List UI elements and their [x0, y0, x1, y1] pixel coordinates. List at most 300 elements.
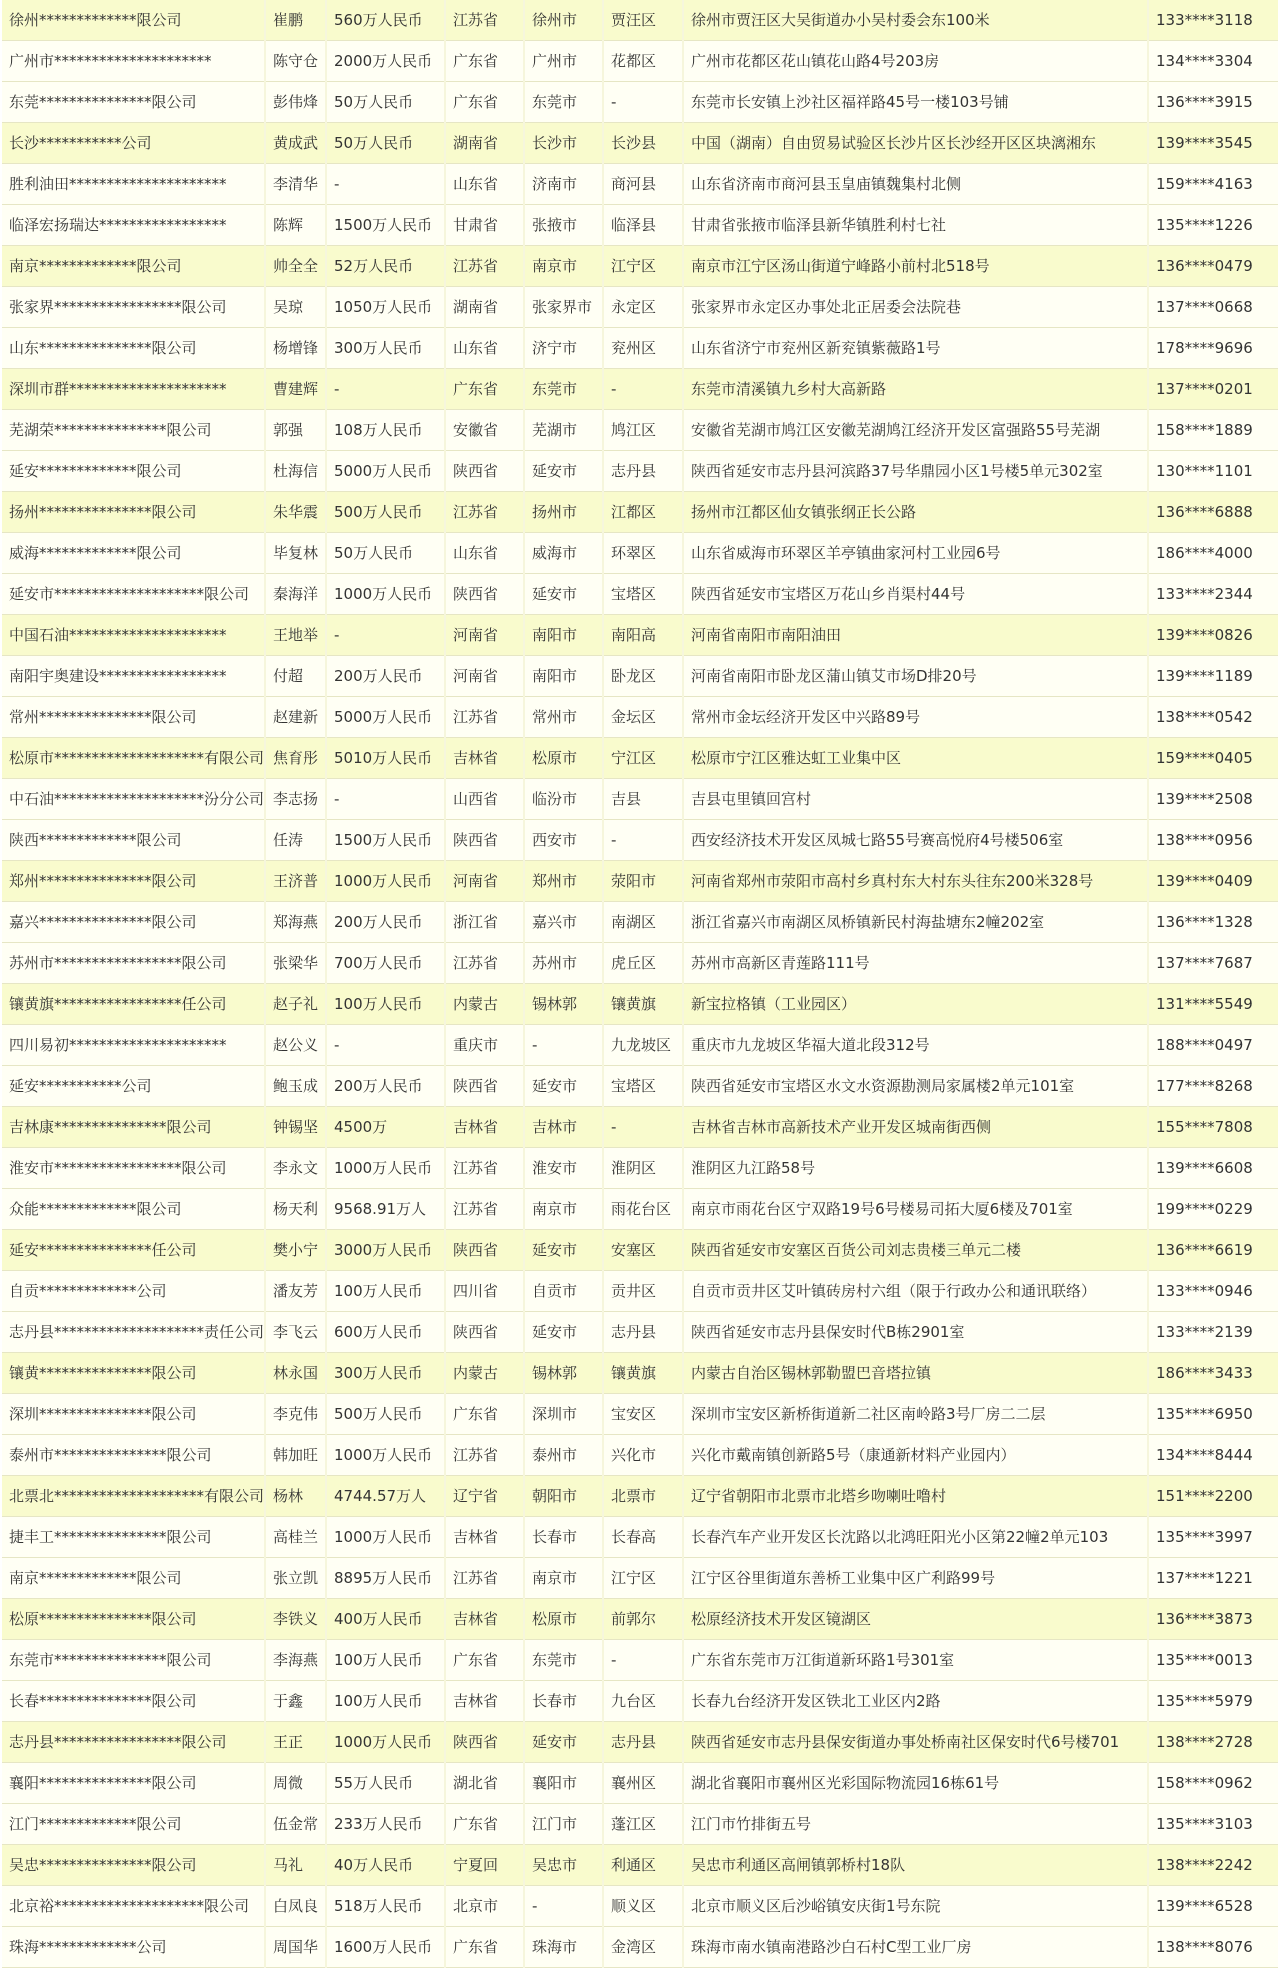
- district-cell: 永定区: [603, 287, 683, 328]
- table-row: [2, 861, 1278, 902]
- province-cell: 江苏省: [445, 697, 524, 738]
- phone-cell: 136****6619: [1148, 1230, 1278, 1271]
- registered-capital-cell: 200万人民币: [326, 656, 445, 697]
- legal-person-cell: 任涛: [265, 820, 326, 861]
- registered-capital-cell: -: [326, 369, 445, 410]
- company-name-cell: 襄阳***************限公司: [2, 1763, 265, 1804]
- company-name-cell: 松原***************限公司: [2, 1599, 265, 1640]
- legal-person-cell: 李克伟: [265, 1394, 326, 1435]
- province-cell: 甘肃省: [445, 205, 524, 246]
- province-cell: 广东省: [445, 1394, 524, 1435]
- table-row: [2, 1107, 1278, 1148]
- company-name-cell: 威海*************限公司: [2, 533, 265, 574]
- address-cell: 新宝拉格镇（工业园区）: [683, 984, 1148, 1025]
- legal-person-cell: 李海燕: [265, 1640, 326, 1681]
- address-cell: 吴忠市利通区高闸镇郭桥村18队: [683, 1845, 1148, 1886]
- table-row: [2, 410, 1278, 451]
- registered-capital-cell: 4744.57万人: [326, 1476, 445, 1517]
- table-row: [2, 1763, 1278, 1804]
- legal-person-cell: 赵建新: [265, 697, 326, 738]
- company-name-cell: 长沙***********公司: [2, 123, 265, 164]
- table-row: [2, 1394, 1278, 1435]
- table-row: [2, 1599, 1278, 1640]
- province-cell: 山东省: [445, 533, 524, 574]
- province-cell: 内蒙古: [445, 984, 524, 1025]
- legal-person-cell: 张梁华: [265, 943, 326, 984]
- company-name-cell: 镶黄***************限公司: [2, 1353, 265, 1394]
- province-cell: 浙江省: [445, 902, 524, 943]
- city-cell: 苏州市: [524, 943, 603, 984]
- company-name-cell: 志丹县********************责任公司: [2, 1312, 265, 1353]
- registered-capital-cell: 500万人民币: [326, 492, 445, 533]
- legal-person-cell: 郭强: [265, 410, 326, 451]
- city-cell: 济南市: [524, 164, 603, 205]
- company-name-cell: 延安***********公司: [2, 1066, 265, 1107]
- table-row: [2, 1640, 1278, 1681]
- company-name-cell: 自贡*************公司: [2, 1271, 265, 1312]
- company-name-cell: 临泽宏扬瑞达*****************: [2, 205, 265, 246]
- province-cell: 吉林省: [445, 1107, 524, 1148]
- table-row: [2, 656, 1278, 697]
- table-row: [2, 41, 1278, 82]
- phone-cell: 158****1889: [1148, 410, 1278, 451]
- province-cell: 江苏省: [445, 1148, 524, 1189]
- address-cell: 深圳市宝安区新桥街道新二社区南岭路3号厂房二二层: [683, 1394, 1148, 1435]
- city-cell: 锡林郭: [524, 1353, 603, 1394]
- phone-cell: 138****2728: [1148, 1722, 1278, 1763]
- legal-person-cell: 张立凯: [265, 1558, 326, 1599]
- address-cell: 陕西省延安市志丹县保安街道办事处桥南社区保安时代6号楼701: [683, 1722, 1148, 1763]
- legal-person-cell: 吴琼: [265, 287, 326, 328]
- legal-person-cell: 杨林: [265, 1476, 326, 1517]
- phone-cell: 159****0405: [1148, 738, 1278, 779]
- province-cell: 山东省: [445, 328, 524, 369]
- phone-cell: 137****0201: [1148, 369, 1278, 410]
- company-name-cell: 张家界*****************限公司: [2, 287, 265, 328]
- address-cell: 中国（湖南）自由贸易试验区长沙片区长沙经开区区块漓湘东: [683, 123, 1148, 164]
- phone-cell: 188****0497: [1148, 1025, 1278, 1066]
- city-cell: 延安市: [524, 451, 603, 492]
- registered-capital-cell: 50万人民币: [326, 82, 445, 123]
- table-row: [2, 1230, 1278, 1271]
- address-cell: 松原经济技术开发区镜湖区: [683, 1599, 1148, 1640]
- legal-person-cell: 潘友芳: [265, 1271, 326, 1312]
- district-cell: 荥阳市: [603, 861, 683, 902]
- province-cell: 陕西省: [445, 1230, 524, 1271]
- company-name-cell: 芜湖荣***************限公司: [2, 410, 265, 451]
- address-cell: 辽宁省朝阳市北票市北塔乡吻喇吐噜村: [683, 1476, 1148, 1517]
- city-cell: 南京市: [524, 246, 603, 287]
- district-cell: 前郭尔: [603, 1599, 683, 1640]
- address-cell: 江门市竹排街五号: [683, 1804, 1148, 1845]
- district-cell: 贡井区: [603, 1271, 683, 1312]
- city-cell: 延安市: [524, 574, 603, 615]
- city-cell: 松原市: [524, 738, 603, 779]
- registered-capital-cell: 1000万人民币: [326, 574, 445, 615]
- company-name-cell: 深圳***************限公司: [2, 1394, 265, 1435]
- legal-person-cell: 鲍玉成: [265, 1066, 326, 1107]
- company-name-cell: 镶黄旗*****************任公司: [2, 984, 265, 1025]
- company-name-cell: 吉林康***************限公司: [2, 1107, 265, 1148]
- registered-capital-cell: 1600万人民币: [326, 1927, 445, 1968]
- province-cell: 北京市: [445, 1886, 524, 1927]
- city-cell: -: [524, 1886, 603, 1927]
- address-cell: 吉林省吉林市高新技术产业开发区城南街西侧: [683, 1107, 1148, 1148]
- province-cell: 湖南省: [445, 287, 524, 328]
- district-cell: 九台区: [603, 1681, 683, 1722]
- city-cell: 南阳市: [524, 656, 603, 697]
- phone-cell: 155****7808: [1148, 1107, 1278, 1148]
- table-row: [2, 1681, 1278, 1722]
- address-cell: 陕西省延安市志丹县保安时代B栋2901室: [683, 1312, 1148, 1353]
- province-cell: 宁夏回: [445, 1845, 524, 1886]
- city-cell: 江门市: [524, 1804, 603, 1845]
- company-name-cell: 南京*************限公司: [2, 246, 265, 287]
- company-name-cell: 泰州市***************限公司: [2, 1435, 265, 1476]
- table-row: [2, 0, 1278, 41]
- district-cell: 吉县: [603, 779, 683, 820]
- company-name-cell: 延安***************任公司: [2, 1230, 265, 1271]
- province-cell: 河南省: [445, 861, 524, 902]
- province-cell: 江苏省: [445, 492, 524, 533]
- city-cell: 西安市: [524, 820, 603, 861]
- district-cell: -: [603, 369, 683, 410]
- legal-person-cell: 于鑫: [265, 1681, 326, 1722]
- registered-capital-cell: 108万人民币: [326, 410, 445, 451]
- phone-cell: 136****3915: [1148, 82, 1278, 123]
- province-cell: 吉林省: [445, 738, 524, 779]
- district-cell: 南湖区: [603, 902, 683, 943]
- phone-cell: 136****3873: [1148, 1599, 1278, 1640]
- company-name-cell: 众能*************限公司: [2, 1189, 265, 1230]
- company-name-cell: 南京*************限公司: [2, 1558, 265, 1599]
- district-cell: 虎丘区: [603, 943, 683, 984]
- table-row: [2, 164, 1278, 205]
- address-cell: 河南省郑州市荥阳市高村乡真村东大村东头往东200米328号: [683, 861, 1148, 902]
- registered-capital-cell: 100万人民币: [326, 1271, 445, 1312]
- province-cell: 广东省: [445, 1640, 524, 1681]
- phone-cell: 139****0826: [1148, 615, 1278, 656]
- city-cell: 淮安市: [524, 1148, 603, 1189]
- district-cell: 南阳高: [603, 615, 683, 656]
- phone-cell: 137****7687: [1148, 943, 1278, 984]
- address-cell: 徐州市贾汪区大吴街道办小吴村委会东100米: [683, 0, 1148, 41]
- registered-capital-cell: 233万人民币: [326, 1804, 445, 1845]
- district-cell: 安塞区: [603, 1230, 683, 1271]
- city-cell: 自贡市: [524, 1271, 603, 1312]
- district-cell: 九龙坡区: [603, 1025, 683, 1066]
- province-cell: 湖北省: [445, 1763, 524, 1804]
- company-name-cell: 常州***************限公司: [2, 697, 265, 738]
- district-cell: -: [603, 820, 683, 861]
- company-name-cell: 长春***************限公司: [2, 1681, 265, 1722]
- district-cell: 淮阴区: [603, 1148, 683, 1189]
- province-cell: 陕西省: [445, 820, 524, 861]
- phone-cell: 139****1189: [1148, 656, 1278, 697]
- address-cell: 西安经济技术开发区凤城七路55号赛高悦府4号楼506室: [683, 820, 1148, 861]
- phone-cell: 133****0946: [1148, 1271, 1278, 1312]
- city-cell: 张掖市: [524, 205, 603, 246]
- registered-capital-cell: 100万人民币: [326, 984, 445, 1025]
- address-cell: 长春汽车产业开发区长沈路以北鸿旺阳光小区第22幢2单元103: [683, 1517, 1148, 1558]
- district-cell: 卧龙区: [603, 656, 683, 697]
- company-name-cell: 淮安市*****************限公司: [2, 1148, 265, 1189]
- district-cell: 蓬江区: [603, 1804, 683, 1845]
- province-cell: 广东省: [445, 41, 524, 82]
- province-cell: 四川省: [445, 1271, 524, 1312]
- phone-cell: 151****2200: [1148, 1476, 1278, 1517]
- province-cell: 吉林省: [445, 1599, 524, 1640]
- table-row: [2, 615, 1278, 656]
- legal-person-cell: 王地举: [265, 615, 326, 656]
- phone-cell: 135****3997: [1148, 1517, 1278, 1558]
- city-cell: 威海市: [524, 533, 603, 574]
- registered-capital-cell: 52万人民币: [326, 246, 445, 287]
- table-row: [2, 123, 1278, 164]
- registered-capital-cell: -: [326, 615, 445, 656]
- city-cell: 锡林郭: [524, 984, 603, 1025]
- province-cell: 辽宁省: [445, 1476, 524, 1517]
- phone-cell: 135****6950: [1148, 1394, 1278, 1435]
- phone-cell: 136****0479: [1148, 246, 1278, 287]
- table-row: [2, 1312, 1278, 1353]
- province-cell: 广东省: [445, 1804, 524, 1845]
- district-cell: 江宁区: [603, 1558, 683, 1599]
- phone-cell: 136****6888: [1148, 492, 1278, 533]
- city-cell: 吴忠市: [524, 1845, 603, 1886]
- company-name-cell: 捷丰工***************限公司: [2, 1517, 265, 1558]
- legal-person-cell: 周国华: [265, 1927, 326, 1968]
- address-cell: 扬州市江都区仙女镇张纲正长公路: [683, 492, 1148, 533]
- phone-cell: 177****8268: [1148, 1066, 1278, 1107]
- registered-capital-cell: 1500万人民币: [326, 205, 445, 246]
- district-cell: 宝塔区: [603, 574, 683, 615]
- address-cell: 吉县屯里镇回宫村: [683, 779, 1148, 820]
- address-cell: 陕西省延安市宝塔区万花山乡肖渠村44号: [683, 574, 1148, 615]
- province-cell: 江苏省: [445, 0, 524, 41]
- company-name-cell: 北京裕********************限公司: [2, 1886, 265, 1927]
- district-cell: -: [603, 1107, 683, 1148]
- company-name-cell: 郑州***************限公司: [2, 861, 265, 902]
- address-cell: 淮阴区九江路58号: [683, 1148, 1148, 1189]
- city-cell: 延安市: [524, 1230, 603, 1271]
- phone-cell: 135****0013: [1148, 1640, 1278, 1681]
- legal-person-cell: 李志扬: [265, 779, 326, 820]
- phone-cell: 139****2508: [1148, 779, 1278, 820]
- city-cell: 济宁市: [524, 328, 603, 369]
- registered-capital-cell: 5010万人民币: [326, 738, 445, 779]
- province-cell: 山东省: [445, 164, 524, 205]
- legal-person-cell: 林永国: [265, 1353, 326, 1394]
- legal-person-cell: 李永文: [265, 1148, 326, 1189]
- province-cell: 吉林省: [445, 1517, 524, 1558]
- address-cell: 东莞市长安镇上沙社区福祥路45号一楼103号铺: [683, 82, 1148, 123]
- phone-cell: 158****0962: [1148, 1763, 1278, 1804]
- legal-person-cell: 李飞云: [265, 1312, 326, 1353]
- company-name-cell: 吴忠***************限公司: [2, 1845, 265, 1886]
- company-name-cell: 山东***************限公司: [2, 328, 265, 369]
- phone-cell: 134****3304: [1148, 41, 1278, 82]
- district-cell: 襄州区: [603, 1763, 683, 1804]
- city-cell: 珠海市: [524, 1927, 603, 1968]
- phone-cell: 139****0409: [1148, 861, 1278, 902]
- district-cell: 利通区: [603, 1845, 683, 1886]
- address-cell: 长春九台经济开发区铁北工业区内2路: [683, 1681, 1148, 1722]
- city-cell: 郑州市: [524, 861, 603, 902]
- company-name-cell: 东莞市***************限公司: [2, 1640, 265, 1681]
- phone-cell: 186****4000: [1148, 533, 1278, 574]
- address-cell: 山东省济南市商河县玉皇庙镇魏集村北侧: [683, 164, 1148, 205]
- city-cell: 吉林市: [524, 1107, 603, 1148]
- table-row: [2, 738, 1278, 779]
- table-row: [2, 984, 1278, 1025]
- phone-cell: 133****2344: [1148, 574, 1278, 615]
- district-cell: 花都区: [603, 41, 683, 82]
- city-cell: 常州市: [524, 697, 603, 738]
- district-cell: 鸠江区: [603, 410, 683, 451]
- phone-cell: 139****3545: [1148, 123, 1278, 164]
- city-cell: 东莞市: [524, 369, 603, 410]
- phone-cell: 135****1226: [1148, 205, 1278, 246]
- address-cell: 甘肃省张掖市临泽县新华镇胜利村七社: [683, 205, 1148, 246]
- legal-person-cell: 樊小宁: [265, 1230, 326, 1271]
- district-cell: 江都区: [603, 492, 683, 533]
- address-cell: 松原市宁江区雅达虹工业集中区: [683, 738, 1148, 779]
- district-cell: 镶黄旗: [603, 984, 683, 1025]
- province-cell: 河南省: [445, 656, 524, 697]
- table-row: [2, 1558, 1278, 1599]
- city-cell: 长春市: [524, 1517, 603, 1558]
- legal-person-cell: 赵公义: [265, 1025, 326, 1066]
- district-cell: 宝塔区: [603, 1066, 683, 1107]
- district-cell: 长春高: [603, 1517, 683, 1558]
- registered-capital-cell: 200万人民币: [326, 1066, 445, 1107]
- address-cell: 广州市花都区花山镇花山路4号203房: [683, 41, 1148, 82]
- company-name-cell: 陕西*************限公司: [2, 820, 265, 861]
- table-row: [2, 1517, 1278, 1558]
- legal-person-cell: 毕复林: [265, 533, 326, 574]
- registered-capital-cell: -: [326, 779, 445, 820]
- legal-person-cell: 秦海洋: [265, 574, 326, 615]
- district-cell: 金坛区: [603, 697, 683, 738]
- table-row: [2, 1722, 1278, 1763]
- legal-person-cell: 帅全全: [265, 246, 326, 287]
- table-row: [2, 328, 1278, 369]
- registered-capital-cell: 5000万人民币: [326, 697, 445, 738]
- registered-capital-cell: 600万人民币: [326, 1312, 445, 1353]
- city-cell: 泰州市: [524, 1435, 603, 1476]
- table-row: [2, 943, 1278, 984]
- province-cell: 重庆市: [445, 1025, 524, 1066]
- table-body: [2, 0, 1278, 1968]
- district-cell: 北票市: [603, 1476, 683, 1517]
- address-cell: 河南省南阳市南阳油田: [683, 615, 1148, 656]
- city-cell: 松原市: [524, 1599, 603, 1640]
- registered-capital-cell: 518万人民币: [326, 1886, 445, 1927]
- company-name-cell: 嘉兴***************限公司: [2, 902, 265, 943]
- legal-person-cell: 白凤良: [265, 1886, 326, 1927]
- city-cell: 长沙市: [524, 123, 603, 164]
- address-cell: 北京市顺义区后沙峪镇安庆街1号东院: [683, 1886, 1148, 1927]
- address-cell: 河南省南阳市卧龙区蒲山镇艾市场D排20号: [683, 656, 1148, 697]
- registered-capital-cell: 55万人民币: [326, 1763, 445, 1804]
- legal-person-cell: 彭伟烽: [265, 82, 326, 123]
- table-row: [2, 287, 1278, 328]
- table-row: [2, 1066, 1278, 1107]
- registered-capital-cell: 1000万人民币: [326, 1435, 445, 1476]
- province-cell: 广东省: [445, 82, 524, 123]
- province-cell: 湖南省: [445, 123, 524, 164]
- legal-person-cell: 韩加旺: [265, 1435, 326, 1476]
- city-cell: 延安市: [524, 1066, 603, 1107]
- table-row: [2, 82, 1278, 123]
- province-cell: 江苏省: [445, 943, 524, 984]
- registered-capital-cell: 100万人民币: [326, 1681, 445, 1722]
- district-cell: 宁江区: [603, 738, 683, 779]
- registered-capital-cell: 9568.91万人: [326, 1189, 445, 1230]
- phone-cell: 139****6528: [1148, 1886, 1278, 1927]
- phone-cell: 136****1328: [1148, 902, 1278, 943]
- legal-person-cell: 陈辉: [265, 205, 326, 246]
- city-cell: 延安市: [524, 1312, 603, 1353]
- registered-capital-cell: 700万人民币: [326, 943, 445, 984]
- district-cell: 志丹县: [603, 1722, 683, 1763]
- city-cell: 南京市: [524, 1558, 603, 1599]
- table-row: [2, 1435, 1278, 1476]
- table-row: [2, 246, 1278, 287]
- legal-person-cell: 王正: [265, 1722, 326, 1763]
- company-name-cell: 东莞***************限公司: [2, 82, 265, 123]
- city-cell: 延安市: [524, 1722, 603, 1763]
- province-cell: 陕西省: [445, 574, 524, 615]
- table-row: [2, 1804, 1278, 1845]
- province-cell: 广东省: [445, 369, 524, 410]
- address-cell: 安徽省芜湖市鸠江区安徽芜湖鸠江经济开发区富强路55号芜湖: [683, 410, 1148, 451]
- address-cell: 常州市金坛经济开发区中兴路89号: [683, 697, 1148, 738]
- registered-capital-cell: 40万人民币: [326, 1845, 445, 1886]
- address-cell: 陕西省延安市安塞区百货公司刘志贵楼三单元二楼: [683, 1230, 1148, 1271]
- address-cell: 陕西省延安市志丹县河滨路37号华鼎园小区1号楼5单元302室: [683, 451, 1148, 492]
- registered-capital-cell: 4500万: [326, 1107, 445, 1148]
- company-name-cell: 深圳市群*********************: [2, 369, 265, 410]
- district-cell: 顺义区: [603, 1886, 683, 1927]
- district-cell: 宝安区: [603, 1394, 683, 1435]
- company-name-cell: 松原市********************有限公司: [2, 738, 265, 779]
- phone-cell: 178****9696: [1148, 328, 1278, 369]
- city-cell: 芜湖市: [524, 410, 603, 451]
- phone-cell: 134****8444: [1148, 1435, 1278, 1476]
- city-cell: 东莞市: [524, 1640, 603, 1681]
- province-cell: 内蒙古: [445, 1353, 524, 1394]
- table-row: [2, 697, 1278, 738]
- district-cell: 商河县: [603, 164, 683, 205]
- province-cell: 陕西省: [445, 1066, 524, 1107]
- legal-person-cell: 付超: [265, 656, 326, 697]
- phone-cell: 135****3103: [1148, 1804, 1278, 1845]
- city-cell: 扬州市: [524, 492, 603, 533]
- address-cell: 兴化市戴南镇创新路5号（康通新材料产业园内）: [683, 1435, 1148, 1476]
- legal-person-cell: 焦育彤: [265, 738, 326, 779]
- table-row: [2, 1353, 1278, 1394]
- phone-cell: 133****3118: [1148, 0, 1278, 41]
- province-cell: 陕西省: [445, 1722, 524, 1763]
- province-cell: 陕西省: [445, 1312, 524, 1353]
- registered-capital-cell: 50万人民币: [326, 533, 445, 574]
- table-row: [2, 1845, 1278, 1886]
- district-cell: 兖州区: [603, 328, 683, 369]
- province-cell: 江苏省: [445, 246, 524, 287]
- province-cell: 广东省: [445, 1927, 524, 1968]
